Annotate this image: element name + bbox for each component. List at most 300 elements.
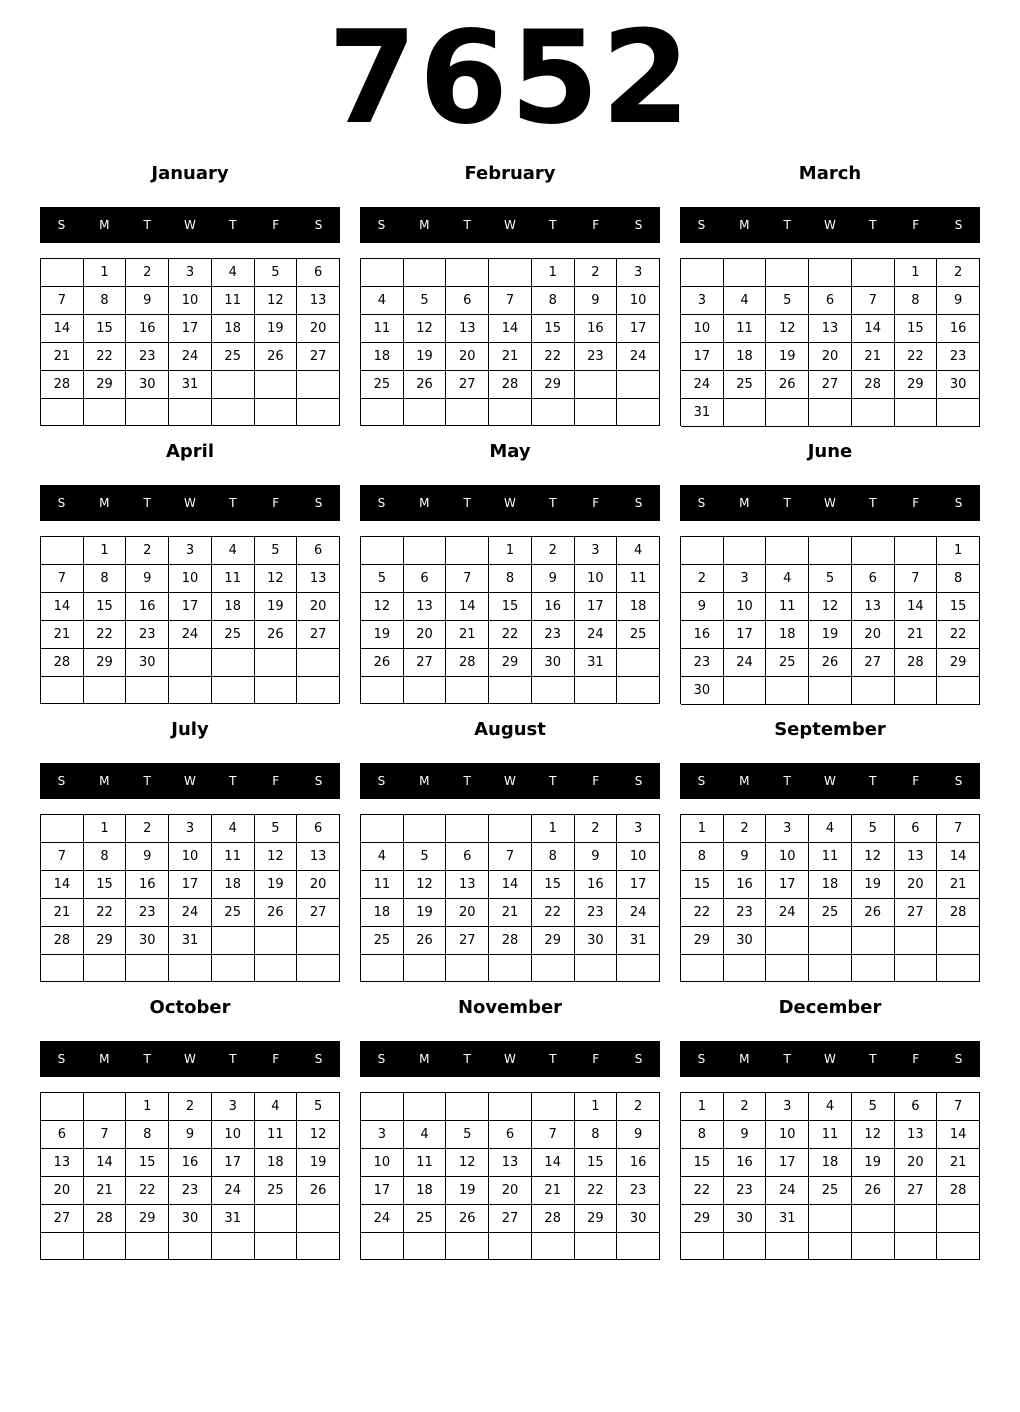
day-cell: 25 (255, 1177, 298, 1205)
day-cell: 18 (617, 593, 660, 621)
day-cell: 21 (852, 343, 895, 371)
day-cell (41, 1093, 84, 1121)
day-cell: 18 (212, 871, 255, 899)
day-cell: 22 (84, 621, 127, 649)
day-cell (852, 1205, 895, 1233)
weekday-label: T (549, 218, 557, 232)
day-cell: 4 (255, 1093, 298, 1121)
day-cell: 9 (724, 1121, 767, 1149)
day-cell (169, 399, 212, 426)
day-grid (40, 814, 340, 982)
weekday-label: S (634, 496, 643, 510)
day-cell: 15 (84, 871, 127, 899)
day-cell: 13 (297, 287, 340, 315)
day-cell (937, 955, 980, 982)
month-name: August (474, 719, 546, 740)
weekday-label: T (229, 218, 237, 232)
day-cell: 16 (724, 871, 767, 899)
day-cell (895, 1205, 938, 1233)
day-cell: 25 (212, 899, 255, 927)
day-cell: 17 (169, 871, 212, 899)
day-cell: 7 (489, 287, 532, 315)
day-cell: 27 (895, 1177, 938, 1205)
day-cell: 23 (169, 1177, 212, 1205)
day-cell: 30 (617, 1205, 660, 1233)
day-cell (809, 1205, 852, 1233)
day-cell: 29 (84, 649, 127, 677)
day-cell: 19 (297, 1149, 340, 1177)
day-cell (255, 649, 298, 677)
day-cell: 22 (84, 899, 127, 927)
day-cell: 28 (84, 1205, 127, 1233)
day-cell: 11 (724, 315, 767, 343)
day-cell: 17 (724, 621, 767, 649)
day-grid (40, 536, 340, 704)
day-cell: 7 (41, 287, 84, 315)
day-cell: 12 (809, 593, 852, 621)
day-cell (446, 537, 489, 565)
day-cell: 19 (852, 871, 895, 899)
day-cell: 27 (489, 1205, 532, 1233)
day-cell: 14 (895, 593, 938, 621)
day-cell: 16 (126, 871, 169, 899)
day-cell: 17 (169, 593, 212, 621)
weekday-label: F (912, 218, 920, 232)
day-grid (360, 536, 660, 704)
day-cell: 11 (404, 1149, 447, 1177)
day-cell: 8 (532, 287, 575, 315)
day-cell (297, 677, 340, 704)
day-cell: 6 (895, 1093, 938, 1121)
day-cell: 5 (255, 537, 298, 565)
day-cell (766, 677, 809, 705)
day-cell: 27 (297, 899, 340, 927)
day-cell: 16 (126, 315, 169, 343)
weekday-label: T (143, 774, 151, 788)
day-cell: 29 (489, 649, 532, 677)
day-cell: 18 (404, 1177, 447, 1205)
day-cell: 25 (361, 371, 404, 399)
weekday-label: S (377, 496, 386, 510)
day-cell: 22 (126, 1177, 169, 1205)
day-cell: 13 (489, 1149, 532, 1177)
day-cell: 10 (212, 1121, 255, 1149)
day-cell: 8 (126, 1121, 169, 1149)
day-cell (617, 649, 660, 677)
day-cell: 31 (212, 1205, 255, 1233)
day-cell (766, 1233, 809, 1260)
day-cell: 12 (361, 593, 404, 621)
day-cell: 15 (575, 1149, 618, 1177)
day-cell (126, 1233, 169, 1260)
day-cell: 15 (532, 871, 575, 899)
day-cell (446, 955, 489, 982)
month-name: April (165, 441, 215, 462)
day-cell (766, 537, 809, 565)
day-cell: 30 (724, 927, 767, 955)
weekday-label: W (824, 1052, 836, 1066)
weekday-label: S (634, 1052, 643, 1066)
day-cell: 17 (169, 315, 212, 343)
day-cell: 18 (809, 1149, 852, 1177)
day-cell: 12 (852, 843, 895, 871)
day-cell: 30 (169, 1205, 212, 1233)
day-cell: 15 (84, 593, 127, 621)
day-cell: 1 (575, 1093, 618, 1121)
weekday-label: T (463, 774, 471, 788)
day-cell: 11 (212, 565, 255, 593)
day-cell: 19 (809, 621, 852, 649)
day-cell (212, 371, 255, 399)
weekday-label: F (272, 496, 280, 510)
day-cell: 8 (895, 287, 938, 315)
day-cell: 8 (532, 843, 575, 871)
day-cell: 24 (617, 343, 660, 371)
weekday-label: M (739, 774, 750, 788)
day-cell: 1 (681, 1093, 724, 1121)
day-cell: 20 (489, 1177, 532, 1205)
day-cell: 6 (297, 259, 340, 287)
day-cell: 24 (766, 899, 809, 927)
day-cell: 22 (489, 621, 532, 649)
day-cell: 12 (766, 315, 809, 343)
day-cell (404, 537, 447, 565)
day-cell: 23 (617, 1177, 660, 1205)
day-cell: 21 (532, 1177, 575, 1205)
day-cell: 4 (809, 1093, 852, 1121)
day-cell (895, 955, 938, 982)
day-cell: 19 (404, 899, 447, 927)
day-cell: 6 (297, 815, 340, 843)
day-grid (40, 258, 340, 426)
day-grid (680, 536, 980, 704)
day-cell (446, 259, 489, 287)
day-cell: 15 (681, 871, 724, 899)
day-cell: 3 (212, 1093, 255, 1121)
day-cell: 20 (297, 315, 340, 343)
day-cell (41, 259, 84, 287)
day-cell: 25 (809, 1177, 852, 1205)
day-grid (680, 814, 980, 982)
weekday-label: S (377, 1052, 386, 1066)
day-cell: 31 (617, 927, 660, 955)
day-cell (724, 399, 767, 427)
day-cell: 6 (446, 287, 489, 315)
day-cell: 1 (84, 259, 127, 287)
day-cell (404, 1093, 447, 1121)
day-cell: 14 (532, 1149, 575, 1177)
day-cell: 6 (446, 843, 489, 871)
day-cell: 6 (489, 1121, 532, 1149)
day-cell: 21 (489, 899, 532, 927)
day-cell: 7 (937, 815, 980, 843)
day-cell: 12 (446, 1149, 489, 1177)
weekday-label: T (549, 774, 557, 788)
day-cell: 6 (404, 565, 447, 593)
day-cell: 6 (809, 287, 852, 315)
day-cell (169, 649, 212, 677)
day-cell: 19 (255, 593, 298, 621)
weekday-label: S (954, 218, 963, 232)
day-cell (41, 399, 84, 426)
month-name: January (151, 163, 229, 184)
day-cell (212, 1233, 255, 1260)
day-cell: 30 (126, 927, 169, 955)
day-cell: 18 (255, 1149, 298, 1177)
day-cell: 14 (446, 593, 489, 621)
weekday-label: M (419, 774, 430, 788)
day-cell: 23 (126, 899, 169, 927)
day-cell (84, 1233, 127, 1260)
day-cell: 23 (724, 899, 767, 927)
weekday-label: S (697, 1052, 706, 1066)
day-cell: 29 (532, 927, 575, 955)
day-cell: 9 (575, 843, 618, 871)
day-cell (681, 259, 724, 287)
weekday-label: S (314, 774, 323, 788)
day-cell: 16 (126, 593, 169, 621)
day-cell: 18 (212, 315, 255, 343)
day-cell: 15 (681, 1149, 724, 1177)
day-cell: 29 (575, 1205, 618, 1233)
day-cell (255, 927, 298, 955)
day-cell: 17 (617, 871, 660, 899)
day-cell (766, 955, 809, 982)
day-cell (809, 955, 852, 982)
weekday-label: S (634, 774, 643, 788)
weekday-label: T (229, 1052, 237, 1066)
day-cell (489, 1233, 532, 1260)
day-cell (489, 399, 532, 426)
weekday-label: S (314, 1052, 323, 1066)
day-cell (724, 955, 767, 982)
day-cell: 18 (212, 593, 255, 621)
day-cell (297, 649, 340, 677)
weekday-header (40, 207, 340, 243)
day-cell: 16 (937, 315, 980, 343)
day-cell: 31 (575, 649, 618, 677)
weekday-label: T (463, 496, 471, 510)
month-name: February (464, 163, 556, 184)
weekday-label: T (463, 1052, 471, 1066)
day-cell: 6 (852, 565, 895, 593)
day-cell (41, 1233, 84, 1260)
day-cell: 11 (361, 315, 404, 343)
day-cell: 9 (126, 843, 169, 871)
day-cell: 28 (489, 371, 532, 399)
day-cell: 12 (255, 565, 298, 593)
day-cell: 23 (575, 343, 618, 371)
day-cell: 7 (532, 1121, 575, 1149)
day-cell (617, 1233, 660, 1260)
weekday-label: T (869, 218, 877, 232)
day-cell: 4 (361, 843, 404, 871)
day-cell: 29 (84, 371, 127, 399)
weekday-label: T (869, 774, 877, 788)
day-cell: 7 (937, 1093, 980, 1121)
day-cell: 7 (489, 843, 532, 871)
day-cell: 25 (617, 621, 660, 649)
weekday-label: W (184, 774, 196, 788)
day-cell (766, 399, 809, 427)
day-cell: 11 (255, 1121, 298, 1149)
day-cell: 17 (575, 593, 618, 621)
weekday-label: S (57, 218, 66, 232)
day-cell: 28 (852, 371, 895, 399)
day-cell (489, 259, 532, 287)
day-cell: 17 (766, 871, 809, 899)
day-cell: 22 (84, 343, 127, 371)
weekday-label: F (912, 1052, 920, 1066)
day-cell: 19 (404, 343, 447, 371)
day-cell: 10 (169, 565, 212, 593)
day-cell: 5 (255, 259, 298, 287)
day-cell: 11 (809, 1121, 852, 1149)
day-cell (937, 1205, 980, 1233)
weekday-label: T (549, 496, 557, 510)
day-cell: 3 (617, 259, 660, 287)
day-cell: 2 (126, 815, 169, 843)
weekday-label: W (504, 774, 516, 788)
day-cell (809, 399, 852, 427)
day-cell: 29 (895, 371, 938, 399)
day-cell (681, 955, 724, 982)
day-cell: 20 (895, 1149, 938, 1177)
day-cell: 28 (532, 1205, 575, 1233)
day-cell: 5 (766, 287, 809, 315)
day-cell: 8 (489, 565, 532, 593)
day-cell: 21 (895, 621, 938, 649)
day-cell: 10 (361, 1149, 404, 1177)
day-cell (446, 677, 489, 704)
day-cell: 28 (937, 899, 980, 927)
day-cell: 14 (852, 315, 895, 343)
day-cell (404, 815, 447, 843)
day-cell: 17 (617, 315, 660, 343)
weekday-label: M (99, 218, 110, 232)
day-cell: 4 (809, 815, 852, 843)
day-cell: 6 (41, 1121, 84, 1149)
day-cell (809, 259, 852, 287)
day-cell: 15 (84, 315, 127, 343)
day-cell: 24 (212, 1177, 255, 1205)
day-cell: 26 (446, 1205, 489, 1233)
day-cell: 23 (532, 621, 575, 649)
day-cell (852, 1233, 895, 1260)
day-cell (532, 399, 575, 426)
day-cell: 19 (361, 621, 404, 649)
day-cell: 9 (617, 1121, 660, 1149)
day-cell (852, 927, 895, 955)
day-cell: 3 (169, 259, 212, 287)
day-cell: 14 (41, 871, 84, 899)
day-cell: 12 (852, 1121, 895, 1149)
day-cell: 28 (937, 1177, 980, 1205)
day-cell: 4 (212, 815, 255, 843)
day-cell: 31 (681, 399, 724, 427)
day-cell: 5 (852, 815, 895, 843)
day-cell: 17 (361, 1177, 404, 1205)
day-cell: 20 (852, 621, 895, 649)
weekday-label: T (869, 1052, 877, 1066)
day-cell (575, 1233, 618, 1260)
weekday-label: T (143, 496, 151, 510)
day-cell: 25 (766, 649, 809, 677)
day-cell (126, 677, 169, 704)
day-cell (361, 537, 404, 565)
month-name: July (171, 719, 209, 740)
weekday-label: W (184, 496, 196, 510)
day-cell: 26 (255, 899, 298, 927)
weekday-label: T (229, 774, 237, 788)
day-cell: 25 (212, 343, 255, 371)
day-cell: 3 (617, 815, 660, 843)
day-cell: 5 (852, 1093, 895, 1121)
day-cell (446, 1233, 489, 1260)
day-cell (532, 677, 575, 704)
day-cell: 22 (532, 899, 575, 927)
day-cell: 8 (84, 287, 127, 315)
day-cell (297, 371, 340, 399)
day-cell: 3 (169, 537, 212, 565)
day-cell: 14 (41, 315, 84, 343)
weekday-label: T (783, 774, 791, 788)
day-cell: 8 (937, 565, 980, 593)
day-cell: 31 (766, 1205, 809, 1233)
weekday-label: T (463, 218, 471, 232)
day-cell: 31 (169, 371, 212, 399)
day-grid (40, 1092, 340, 1260)
month-name: March (798, 163, 862, 184)
day-cell (766, 927, 809, 955)
day-cell: 16 (532, 593, 575, 621)
day-cell: 2 (532, 537, 575, 565)
weekday-label: F (272, 774, 280, 788)
weekday-header (680, 207, 980, 243)
day-grid (680, 258, 980, 426)
weekday-label: T (869, 496, 877, 510)
day-cell (41, 537, 84, 565)
day-cell: 30 (532, 649, 575, 677)
day-cell: 8 (575, 1121, 618, 1149)
day-cell: 27 (852, 649, 895, 677)
day-cell (41, 677, 84, 704)
day-cell (255, 955, 298, 982)
day-cell: 4 (617, 537, 660, 565)
day-cell: 2 (681, 565, 724, 593)
day-grid (360, 1092, 660, 1260)
day-cell: 15 (895, 315, 938, 343)
day-cell (169, 1233, 212, 1260)
day-cell: 13 (809, 315, 852, 343)
day-cell: 16 (575, 315, 618, 343)
day-cell: 20 (809, 343, 852, 371)
day-cell: 15 (937, 593, 980, 621)
day-cell: 26 (852, 1177, 895, 1205)
day-cell: 19 (852, 1149, 895, 1177)
weekday-label: M (419, 496, 430, 510)
day-cell: 17 (681, 343, 724, 371)
day-cell: 8 (84, 565, 127, 593)
day-cell (212, 399, 255, 426)
day-cell: 27 (297, 343, 340, 371)
day-cell: 21 (446, 621, 489, 649)
day-cell: 30 (937, 371, 980, 399)
day-cell: 29 (937, 649, 980, 677)
weekday-label: W (504, 218, 516, 232)
day-cell: 1 (489, 537, 532, 565)
day-cell: 1 (532, 259, 575, 287)
